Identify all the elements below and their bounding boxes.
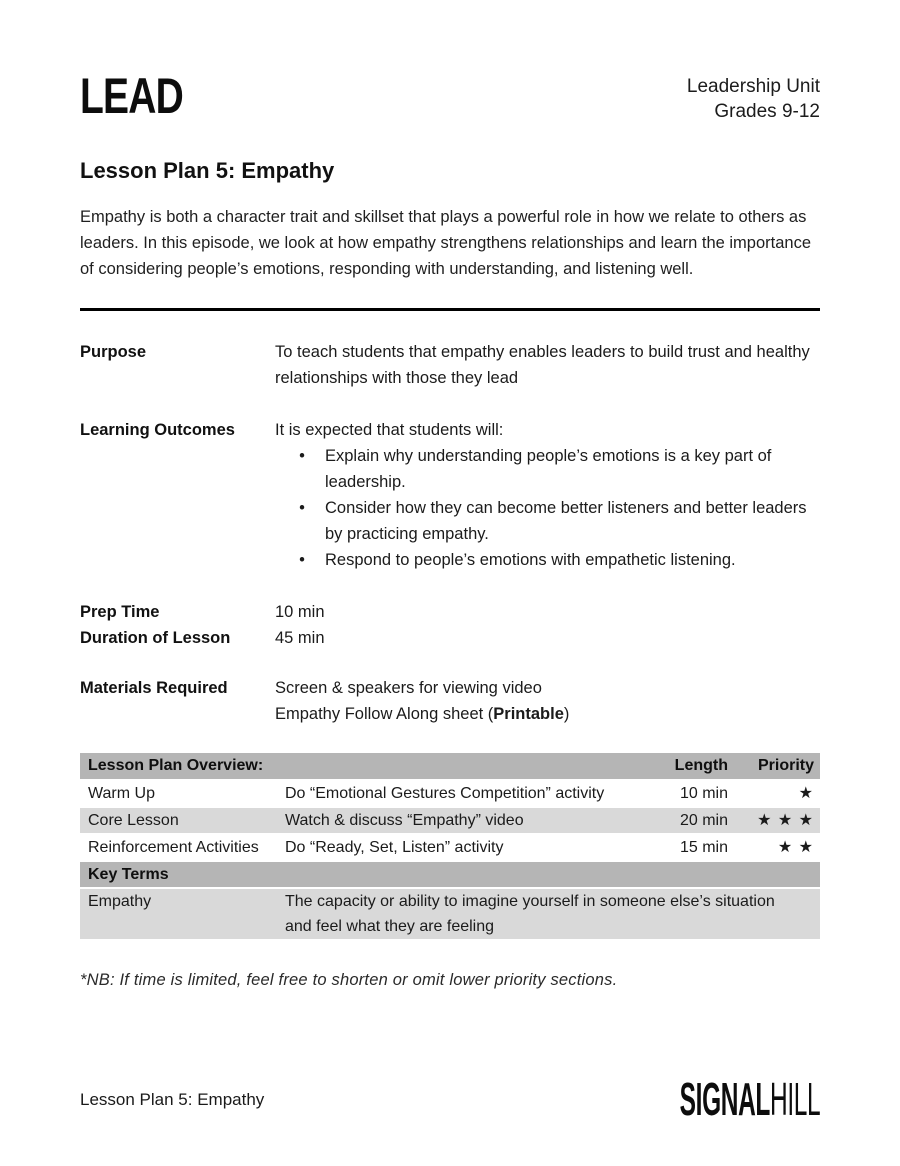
duration-label: Duration of Lesson — [80, 629, 231, 647]
priority-stars: ★ ★ — [777, 839, 814, 856]
table-header-priority: Priority — [757, 757, 814, 774]
learning-outcomes-label: Learning Outcomes — [80, 421, 235, 439]
table-row — [80, 806, 820, 833]
lead-logo: LEAD — [80, 68, 184, 124]
details-section — [80, 339, 820, 727]
materials-label: Materials Required — [80, 679, 228, 697]
spacer — [80, 651, 820, 675]
materials-line-2-bold: Printable — [493, 705, 564, 723]
key-terms-header-row: Key Terms — [80, 860, 820, 887]
divider-rule — [80, 308, 820, 311]
materials-line-2-prefix: Empathy Follow Along sheet ( — [275, 705, 494, 723]
length-cell: 10 min — [679, 785, 728, 802]
key-term-row — [80, 887, 820, 939]
outcome-text: Explain why understanding people’s emotions is a key part of leadership. — [325, 447, 772, 491]
description-cell: Do “Emotional Gestures Competition” activity — [285, 785, 605, 802]
page-footer — [80, 1074, 820, 1126]
duration-row — [80, 625, 820, 651]
signalhill-logo — [679, 1074, 820, 1126]
signalhill-logo-bold: SIGNAL — [679, 1074, 770, 1126]
materials-line-2 — [275, 701, 820, 727]
activity-cell: Core Lesson — [88, 812, 179, 829]
prep-time-row — [80, 599, 820, 625]
nb-note: *NB: If time is limited, feel free to shorten or omit lower priority sections. — [80, 971, 618, 989]
priority-stars: ★ — [798, 785, 814, 802]
length-cell: 20 min — [679, 812, 728, 829]
activity-cell: Reinforcement Activities — [88, 839, 259, 856]
page-header — [80, 68, 820, 124]
materials-line-1: Screen & speakers for viewing video — [275, 679, 542, 697]
materials-line-2-suffix: ) — [563, 705, 570, 723]
unit-label: Leadership Unit — [686, 76, 820, 97]
page-title: Lesson Plan 5: Empathy — [80, 158, 335, 183]
outcome-item — [275, 547, 820, 573]
priority-stars: ★ ★ ★ — [757, 812, 814, 829]
table-header-length: Length — [674, 757, 728, 774]
footer-title: Lesson Plan 5: Empathy — [80, 1090, 265, 1109]
intro-paragraph: Empathy is both a character trait and skillset that plays a powerful role in how we relate to others as leaders. In this episode, we look at how empathy strengthens relationships and learn the importance of considering people’s emotions, responding with understanding, and listening well. — [80, 208, 812, 278]
bullet-icon: • — [299, 551, 305, 569]
materials-row — [80, 675, 820, 727]
outcome-text: Consider how they can become better listeners and better leaders by practicing empathy. — [325, 499, 807, 543]
definition-cell: The capacity or ability to imagine yourself in someone else’s situation and feel what they are feeling — [285, 893, 775, 935]
bullet-icon: • — [299, 499, 305, 517]
signalhill-logo-light: HILL — [769, 1074, 820, 1126]
learning-outcomes-row — [80, 417, 820, 573]
outcome-item — [275, 495, 820, 547]
learning-outcomes-value — [275, 417, 820, 573]
purpose-row — [80, 339, 820, 391]
grades-label: Grades 9-12 — [714, 101, 820, 122]
outcomes-intro: It is expected that students will: — [275, 421, 504, 439]
outcome-text: Respond to people’s emotions with empathetic listening. — [325, 551, 736, 569]
purpose-value: To teach students that empathy enables leaders to build trust and healthy relationships with those they lead — [275, 343, 810, 387]
length-cell: 15 min — [679, 839, 728, 856]
table-row — [80, 779, 820, 806]
purpose-label: Purpose — [80, 343, 147, 361]
table-row — [80, 833, 820, 860]
outcome-item — [275, 443, 820, 495]
materials-value — [275, 675, 820, 727]
header-meta — [687, 74, 820, 124]
outcomes-list — [275, 443, 820, 573]
description-cell: Watch & discuss “Empathy” video — [285, 812, 524, 829]
description-cell: Do “Ready, Set, Listen” activity — [285, 839, 504, 856]
duration-value: 45 min — [275, 629, 325, 647]
table-header-row — [80, 753, 820, 779]
bullet-icon: • — [299, 447, 305, 465]
activity-cell: Warm Up — [88, 785, 155, 802]
term-cell: Empathy — [88, 893, 152, 910]
prep-time-label: Prep Time — [80, 603, 160, 621]
table-header-title: Lesson Plan Overview: — [88, 757, 264, 774]
lesson-plan-overview-table — [80, 753, 820, 939]
prep-time-value: 10 min — [275, 603, 325, 621]
